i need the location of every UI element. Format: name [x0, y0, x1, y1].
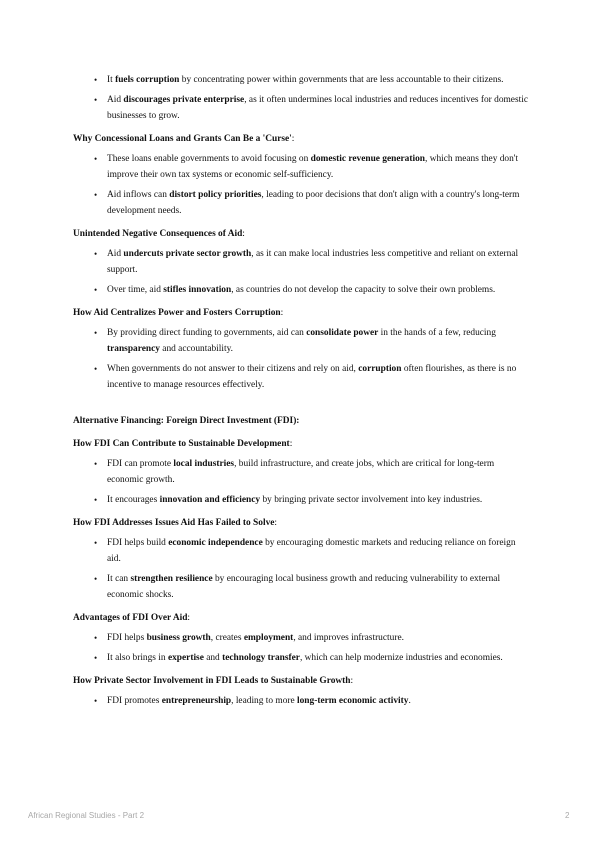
body-text: It: [107, 75, 116, 85]
emphasis-text: transparency: [107, 344, 160, 354]
emphasis-text: technology transfer: [222, 653, 300, 663]
list-item: [73, 650, 528, 666]
list-item: [73, 151, 528, 183]
list-item: [73, 92, 528, 124]
body-text: Aid inflows can: [107, 190, 170, 200]
bullet-icon: •: [94, 696, 98, 706]
emphasis-text: local industries: [173, 459, 235, 469]
bullet-icon: •: [94, 364, 98, 374]
body-text: .: [408, 696, 411, 706]
bullet-icon: •: [94, 538, 98, 548]
bullet-list: [73, 72, 528, 124]
bullet-icon: •: [94, 653, 98, 663]
bullet-list: [73, 535, 528, 603]
body-text: These loans enable governments to avoid focusing on: [107, 154, 311, 164]
list-item: [73, 72, 528, 88]
heading-colon: :: [291, 134, 295, 144]
list-item: [73, 456, 528, 488]
body-text: , which can help modernize industries and economies.: [299, 653, 503, 663]
body-text: It can: [107, 574, 131, 584]
bullet-icon: •: [94, 154, 98, 164]
body-text: by concentrating power within governments that are less accountable to their citizens.: [179, 75, 504, 85]
emphasis-text: discourages private enterprise: [123, 95, 245, 105]
emphasis-text: corruption: [358, 364, 402, 374]
bullet-icon: •: [94, 633, 98, 643]
bullet-icon: •: [94, 249, 98, 259]
heading-colon: :: [289, 439, 293, 449]
body-text: By providing direct funding to governments, aid can: [107, 328, 307, 338]
section-heading-text: Advantages of FDI Over Aid: [73, 613, 188, 623]
bullet-list: [73, 693, 528, 709]
list-item: [73, 535, 528, 567]
section-heading-text: Why Concessional Loans and Grants Can Be a 'Curse': [73, 134, 292, 144]
section-heading-text: How FDI Addresses Issues Aid Has Failed to Solve: [73, 518, 275, 528]
emphasis-text: consolidate power: [306, 328, 379, 338]
body-text: When governments do not answer to their citizens and rely on aid,: [107, 364, 359, 374]
body-text: , leading to more: [231, 696, 298, 706]
section-heading: [73, 305, 528, 321]
body-text: , and improves infrastructure.: [293, 633, 404, 643]
body-text: , creates: [210, 633, 244, 643]
bullet-icon: •: [94, 495, 98, 505]
bullet-icon: •: [94, 459, 98, 469]
body-text: often flourishes, as there is no incentive to manage resources effectively.: [107, 364, 517, 390]
emphasis-text: stifles innovation: [163, 285, 232, 295]
heading-colon: :: [274, 518, 278, 528]
body-text: by encouraging local business growth and reducing vulnerability to external economic shocks.: [107, 574, 501, 600]
list-item: [73, 571, 528, 603]
body-text: , build infrastructure, and create jobs, which are critical for long-term economic growth.: [107, 459, 495, 485]
body-text: and: [203, 653, 223, 663]
emphasis-text: innovation and efficiency: [159, 495, 261, 505]
emphasis-text: undercuts private sector growth: [123, 249, 252, 259]
bullet-icon: •: [94, 95, 98, 105]
list-item: [73, 630, 528, 646]
alternative-financing-title: Alternative Financing: Foreign Direct Investment (FDI):: [73, 416, 300, 426]
bullet-list: [73, 151, 528, 219]
body-text: Aid: [107, 249, 124, 259]
emphasis-text: business growth: [146, 633, 211, 643]
list-item: [73, 492, 528, 508]
heading-colon: :: [187, 613, 191, 623]
section-heading-text: How Aid Centralizes Power and Fosters Corruption: [73, 308, 281, 318]
emphasis-text: long-term economic activity: [297, 696, 409, 706]
bullet-icon: •: [94, 574, 98, 584]
bullet-list: [73, 456, 528, 508]
document-body: [73, 68, 528, 713]
list-item: [73, 325, 528, 357]
section-heading: [73, 131, 528, 147]
body-text: FDI helps build: [107, 538, 169, 548]
body-text: , as countries do not develop the capacity to solve their own problems.: [231, 285, 496, 295]
heading-colon: :: [242, 229, 245, 239]
emphasis-text: fuels corruption: [115, 75, 180, 85]
bullet-icon: •: [94, 285, 98, 295]
bullet-list: [73, 630, 528, 666]
emphasis-text: domestic revenue generation: [310, 154, 425, 164]
body-text: It also brings in: [107, 653, 168, 663]
emphasis-text: strengthen resilience: [130, 574, 213, 584]
section-heading: [73, 226, 528, 242]
list-item: [73, 361, 528, 393]
list-item: [73, 282, 528, 298]
heading-colon: :: [350, 676, 354, 686]
emphasis-text: entrepreneurship: [161, 696, 232, 706]
bullet-icon: •: [94, 328, 98, 338]
section-heading: [73, 515, 528, 531]
body-text: and accountability.: [159, 344, 234, 354]
body-text: , leading to poor decisions that don't align with a country's long-term development needs.: [107, 190, 520, 216]
section-heading-text: Unintended Negative Consequences of Aid: [73, 229, 243, 239]
emphasis-text: expertise: [167, 653, 204, 663]
body-text: FDI promotes: [107, 696, 162, 706]
list-item: [73, 246, 528, 278]
body-text: Aid: [107, 95, 124, 105]
heading-colon: :: [280, 308, 284, 318]
emphasis-text: economic independence: [168, 538, 263, 548]
body-text: in the hands of a few, reducing: [378, 328, 496, 338]
section-heading: [73, 673, 528, 689]
emphasis-text: distort policy priorities: [169, 190, 262, 200]
emphasis-text: employment: [243, 633, 294, 643]
bullet-icon: •: [94, 75, 98, 85]
footer-title: African Regional Studies - Part 2: [28, 811, 145, 820]
body-text: FDI can promote: [107, 459, 174, 469]
body-text: by encouraging domestic markets and reducing reliance on foreign aid.: [107, 538, 516, 564]
body-text: Over time, aid: [107, 285, 164, 295]
section-heading: [73, 436, 528, 452]
section-heading-text: How Private Sector Involvement in FDI Leads to Sustainable Growth: [73, 676, 351, 686]
bullet-list: [73, 246, 528, 298]
bullet-icon: •: [94, 190, 98, 200]
page-number: 2: [565, 811, 570, 820]
list-item: [73, 693, 528, 709]
body-text: , as it often undermines local industries and reduces incentives for domestic businesses to grow.: [107, 95, 528, 121]
body-text: , which means they don't improve their own tax systems or economic self-sufficiency.: [107, 154, 519, 180]
section-heading: [73, 610, 528, 626]
body-text: It encourages: [107, 495, 160, 505]
body-text: , as it can make local industries less competitive and reliant on external support.: [107, 249, 519, 275]
body-text: by bringing private sector involvement into key industries.: [260, 495, 483, 505]
section-heading-text: How FDI Can Contribute to Sustainable Development: [73, 439, 290, 449]
list-item: [73, 187, 528, 219]
bullet-list: [73, 325, 528, 393]
body-text: FDI helps: [107, 633, 147, 643]
